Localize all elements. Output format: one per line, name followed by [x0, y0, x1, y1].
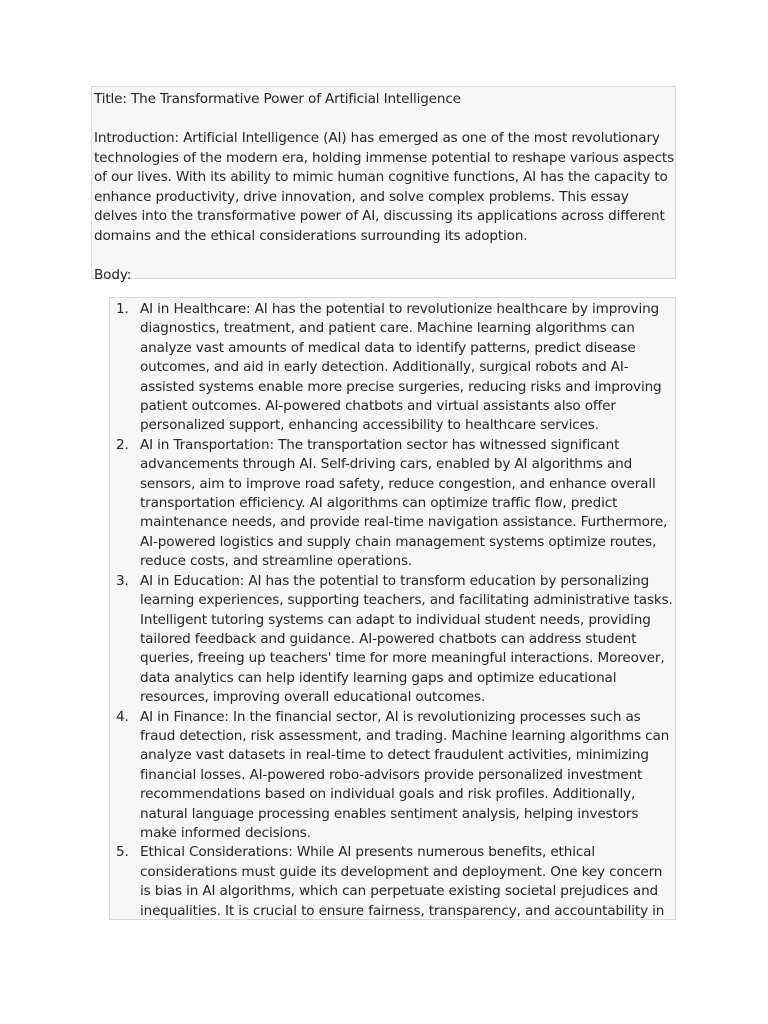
- intro-text-block: [91, 86, 676, 283]
- list-item-text: Ethical Considerations: While AI presents numerous benefits, ethical considerations must guide its development and deployment. One key concern is bias in AI algorithms, which can perpetuate existing societal prejudices and inequalities. It is crucial to ensure fairness, transparency, and accountability in: [140, 844, 665, 919]
- body-list-block: [109, 297, 676, 920]
- body-label: Body:: [94, 266, 132, 283]
- list-item: [110, 300, 675, 436]
- list-item-text: AI in Finance: In the financial sector, AI is revolutionizing processes such as fraud detection, risk assessment, and trading. Machine learning algorithms can analyze vast datasets in real-time to detect fraudulent activities, minimizing financial losses. AI-powered robo-advisors provide personalized investment recommendations based on individual goals and risk profiles. Additionally, natural language processing enables sentiment analysis, helping investors make informed decisions.: [140, 708, 670, 841]
- introduction-paragraph: Introduction: Artificial Intelligence (AI) has emerged as one of the most revolutionary technologies of the modern era, holding immense potential to reshape various aspects of our lives. With its ability to mimic human cognitive functions, AI has the capacity to enhance productivity, drive innovation, and solve complex problems. This essay delves into the transformative power of AI, discussing its applications across different domains and the ethical considerations surrounding its adoption.: [94, 130, 675, 244]
- list-item: [110, 843, 675, 920]
- list-item-number: 2.: [116, 436, 129, 453]
- list-item-text: AI in Transportation: The transportation sector has witnessed significant advancements through AI. Self-driving cars, enabled by AI algorithms and sensors, aim to improve road safety, reduce congestion, and enhance overall transportation efficiency. AI algorithms can optimize traffic flow, predict maintenance needs, and provide real-time navigation assistance. Furthermore, AI-powered logistics and supply chain management systems optimize routes, reduce costs, and streamline operations.: [140, 436, 668, 570]
- list-item-number: 4.: [116, 708, 129, 725]
- list-item-number: 5.: [116, 844, 129, 861]
- list-item-number: 1.: [116, 301, 129, 317]
- document-title: Title: The Transformative Power of Artificial Intelligence: [94, 91, 461, 107]
- list-item: [110, 708, 675, 844]
- body-list: [110, 300, 675, 920]
- list-item-number: 3.: [116, 572, 129, 589]
- list-item: [110, 436, 675, 572]
- list-item-text: AI in Healthcare: AI has the potential to revolutionize healthcare by improving diagnostics, treatment, and patient care. Machine learning algorithms can analyze vast amounts of medical data to identify patterns, predict disease outcomes, and aid in early detection. Additionally, surgical robots and AI-assisted systems enable more precise surgeries, reducing risks and improving patient outcomes. AI-powered chatbots and virtual assistants also offer personalized support, enhancing accessibility to healthcare services.: [140, 301, 662, 434]
- list-item: [110, 572, 675, 708]
- list-item-text: AI in Education: AI has the potential to transform education by personalizing learning experiences, supporting teachers, and facilitating administrative tasks. Intelligent tutoring systems can adapt to individual student needs, providing tailored feedback and guidance. AI-powered chatbots can address student queries, freeing up teachers' time for more meaningful interactions. Moreover, data analytics can help identify learning gaps and optimize educational resources, improving overall educational outcomes.: [140, 572, 673, 706]
